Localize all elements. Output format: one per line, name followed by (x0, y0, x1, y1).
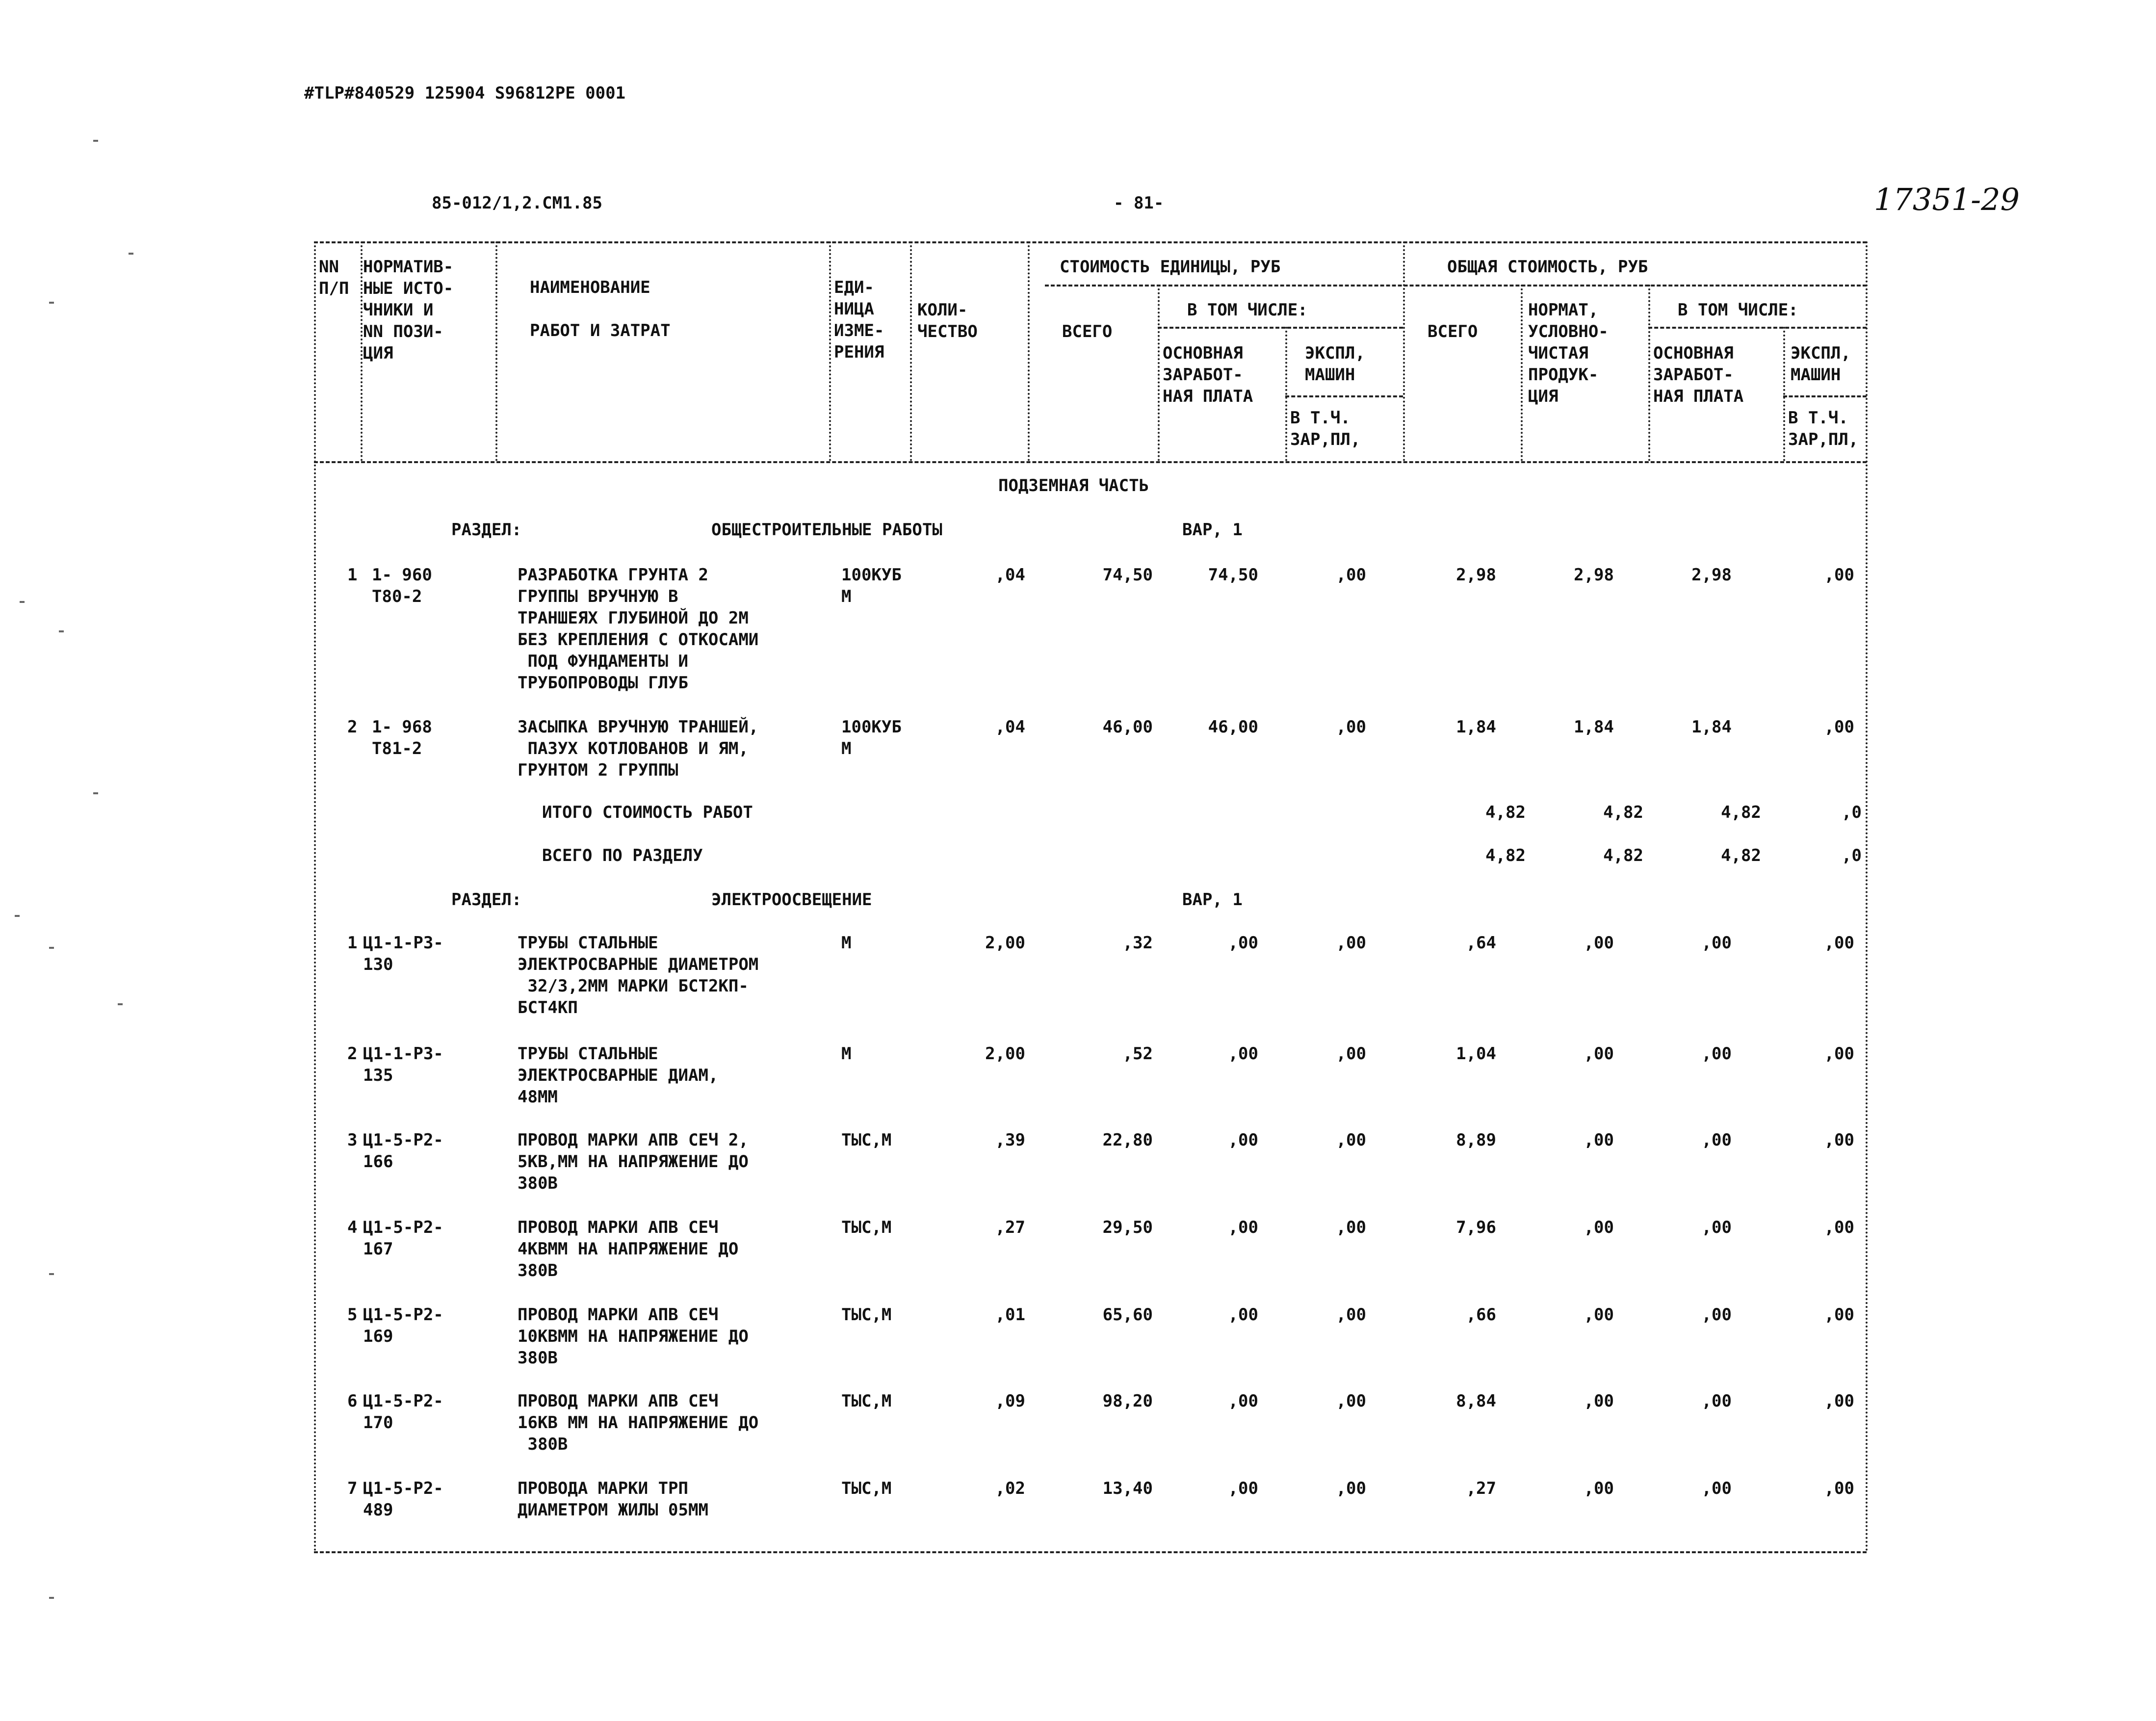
section-total-label: ВСЕГО ПО РАЗДЕЛУ (542, 846, 703, 865)
section-variant: ВАР, 1 (1182, 520, 1243, 540)
row-code: Ц1-5-Р2- 170 (363, 1391, 443, 1433)
row-total: 2,98 (1456, 565, 1496, 585)
header-total: ВСЕГО (1428, 322, 1478, 341)
row-number: 2 (347, 1044, 358, 1064)
row-code: 1- 968 T81-2 (372, 717, 432, 758)
subtotal-norm: 4,82 (1603, 803, 1643, 822)
scan-speck (15, 915, 20, 917)
row-wage: ,00 (1701, 1391, 1732, 1411)
header-norm-source: НОРМАТИВ- НЫЕ ИСТО- ЧНИКИ И NN ПОЗИ- ЦИЯ (363, 257, 454, 363)
group-rule (1045, 285, 1867, 287)
table-bottom-rule (314, 1551, 1867, 1553)
row-unit-total: 65,60 (1102, 1305, 1153, 1325)
header-unit-incl: В ТОМ ЧИСЛЕ: (1187, 300, 1308, 320)
header-total-incl: В ТОМ ЧИСЛЕ: (1678, 300, 1798, 320)
header-total-mach-wage: В Т.Ч. ЗАР,ПЛ, (1788, 408, 1859, 449)
scan-speck (49, 1597, 54, 1599)
header-norm-product: НОРМАТ, УСЛОВНО- ЧИСТАЯ ПРОДУК- ЦИЯ (1528, 300, 1609, 406)
row-mach: ,00 (1824, 1305, 1854, 1325)
row-unit-wage: ,00 (1228, 1044, 1258, 1064)
row-wage: ,00 (1701, 1130, 1732, 1150)
row-total: ,64 (1466, 933, 1496, 953)
row-name: РАЗРАБОТКА ГРУНТА 2 ГРУППЫ ВРУЧНУЮ В ТРАНШЕЯХ ГЛУБИНОЙ ДО 2М БЕЗ КРЕПЛЕНИЯ С ОТКОСАМИ ПОД ФУНДАМЕНТЫ И ТРУБОПРОВОДЫ ГЛУБ (518, 565, 759, 693)
header-total-cost: ОБЩАЯ СТОИМОСТЬ, РУБ (1447, 257, 1648, 277)
page-number: - 81- (1114, 193, 1164, 213)
header-name: НАИМЕНОВАНИЕ РАБОТ И ЗАТРАТ (530, 278, 671, 340)
row-mach: ,00 (1824, 1479, 1854, 1498)
row-number: 5 (347, 1305, 358, 1325)
section-variant: ВАР, 1 (1182, 890, 1243, 910)
subtotal-wage: 4,82 (1721, 803, 1761, 822)
col-divider (829, 241, 831, 461)
estimate-reference: 85-012/1,2.CM1.85 (432, 193, 602, 213)
header-unit-total: ВСЕГО (1062, 322, 1113, 341)
row-number: 3 (347, 1130, 358, 1150)
row-name: ТРУБЫ СТАЛЬНЫЕ ЭЛЕКТРОСВАРНЫЕ ДИАМ, 48ММ (518, 1044, 719, 1107)
scan-speck (93, 140, 98, 142)
row-unit-wage: ,00 (1228, 1218, 1258, 1237)
row-norm: ,00 (1584, 1305, 1614, 1325)
row-unit-total: 13,40 (1102, 1479, 1153, 1498)
row-unit-total: 46,00 (1102, 717, 1153, 737)
row-norm: 2,98 (1574, 565, 1614, 585)
row-code: Ц1-1-Р3- 135 (363, 1044, 443, 1085)
row-unit-mach: ,00 (1336, 1044, 1366, 1064)
row-total: 1,04 (1456, 1044, 1496, 1064)
row-unit-mach: ,00 (1336, 1218, 1366, 1237)
row-unit: ТЫС,М (841, 1218, 892, 1237)
row-number: 6 (347, 1391, 358, 1411)
row-code: Ц1-5-Р2- 169 (363, 1305, 443, 1346)
row-wage: ,00 (1701, 933, 1732, 953)
row-qty: ,04 (995, 717, 1025, 737)
row-number: 2 (347, 717, 358, 737)
row-norm: ,00 (1584, 1479, 1614, 1498)
col-divider (1403, 241, 1405, 461)
section-total-wage: 4,82 (1721, 846, 1761, 865)
row-unit: ТЫС,М (841, 1479, 892, 1498)
right-border (1866, 241, 1868, 1552)
scan-speck (93, 792, 98, 794)
header-unit-cost: СТОИМОСТЬ ЕДИНИЦЫ, РУБ (1060, 257, 1281, 277)
row-unit: М (841, 1044, 852, 1064)
row-unit-total: 29,50 (1102, 1218, 1153, 1237)
row-unit: М (841, 933, 852, 953)
row-qty: 2,00 (985, 933, 1025, 953)
scan-speck (129, 253, 133, 255)
row-mach: ,00 (1824, 1044, 1854, 1064)
row-code: Ц1-5-Р2- 167 (363, 1218, 443, 1259)
row-wage: ,00 (1701, 1305, 1732, 1325)
row-unit-total: ,52 (1122, 1044, 1153, 1064)
row-total: 1,84 (1456, 717, 1496, 737)
row-qty: ,04 (995, 565, 1025, 585)
col-divider (361, 241, 363, 461)
row-norm: ,00 (1584, 933, 1614, 953)
scan-speck (118, 1003, 123, 1005)
section-label: РАЗДЕЛ: (451, 520, 522, 540)
header-unit-mach-wage: В Т.Ч. ЗАР,ПЛ, (1290, 408, 1361, 449)
row-mach: ,00 (1824, 1130, 1854, 1150)
row-unit-wage: ,00 (1228, 933, 1258, 953)
col-divider (1158, 285, 1160, 461)
document-code: #TLP#840529 125904 S96812PE 0001 (304, 83, 626, 103)
row-unit-total: 74,50 (1102, 565, 1153, 585)
scan-speck (59, 630, 64, 632)
header-unit-wage: ОСНОВНАЯ ЗАРАБОТ- НАЯ ПЛАТА (1163, 343, 1253, 406)
row-unit-mach: ,00 (1336, 565, 1366, 585)
row-unit: 100КУБ М (841, 565, 902, 606)
row-name: ПРОВОД МАРКИ АПВ СЕЧ 16КВ ММ НА НАПРЯЖЕНИЕ ДО 380В (518, 1391, 759, 1454)
row-qty: ,01 (995, 1305, 1025, 1325)
section-total-norm: 4,82 (1603, 846, 1643, 865)
subtotal-label: ИТОГО СТОИМОСТЬ РАБОТ (542, 803, 753, 822)
row-total: 8,89 (1456, 1130, 1496, 1150)
row-mach: ,00 (1824, 933, 1854, 953)
row-unit-wage: 46,00 (1208, 717, 1258, 737)
row-wage: 2,98 (1691, 565, 1732, 585)
row-code: Ц1-1-Р3- 130 (363, 933, 443, 974)
row-code: 1- 960 T80-2 (372, 565, 432, 606)
row-wage: ,00 (1701, 1044, 1732, 1064)
section-total-mach: ,0 (1842, 846, 1862, 865)
section-title: ЭЛЕКТРООСВЕЩЕНИЕ (711, 890, 872, 910)
row-unit-mach: ,00 (1336, 1479, 1366, 1498)
row-unit-wage: 74,50 (1208, 565, 1258, 585)
row-unit-wage: ,00 (1228, 1391, 1258, 1411)
row-norm: ,00 (1584, 1044, 1614, 1064)
row-unit-total: ,32 (1122, 933, 1153, 953)
row-unit-wage: ,00 (1228, 1305, 1258, 1325)
row-total: 8,84 (1456, 1391, 1496, 1411)
row-unit-mach: ,00 (1336, 1391, 1366, 1411)
col-divider (1783, 327, 1785, 461)
row-qty: ,02 (995, 1479, 1025, 1498)
total-incl-rule (1648, 327, 1867, 329)
header-bottom-rule (314, 461, 1867, 463)
col-divider (1285, 327, 1287, 461)
row-name: ТРУБЫ СТАЛЬНЫЕ ЭЛЕКТРОСВАРНЫЕ ДИАМЕТРОМ 32/3,2ММ МАРКИ БСТ2КП- БСТ4КП (518, 933, 759, 1017)
col-divider (910, 241, 912, 461)
row-code: Ц1-5-Р2- 166 (363, 1130, 443, 1172)
col-divider (1521, 285, 1523, 461)
col-divider (495, 241, 497, 461)
left-border (314, 241, 316, 1552)
unit-mach-rule (1285, 395, 1403, 397)
scan-speck (49, 302, 54, 304)
row-name: ПРОВОД МАРКИ АПВ СЕЧ 10КВММ НА НАПРЯЖЕНИЕ ДО 380В (518, 1305, 749, 1368)
row-norm: ,00 (1584, 1218, 1614, 1237)
section-total-total: 4,82 (1485, 846, 1526, 865)
subtotal-total: 4,82 (1485, 803, 1526, 822)
scan-speck (49, 1273, 54, 1275)
row-qty: ,09 (995, 1391, 1025, 1411)
row-unit-wage: ,00 (1228, 1130, 1258, 1150)
table-top-rule (314, 241, 1867, 243)
header-total-mach: ЭКСПЛ, МАШИН (1791, 343, 1851, 385)
col-divider (1648, 285, 1650, 461)
row-unit-mach: ,00 (1336, 1130, 1366, 1150)
header-unit: ЕДИ- НИЦА ИЗМЕ- РЕНИЯ (834, 278, 884, 362)
section-title: ОБЩЕСТРОИТЕЛЬНЫЕ РАБОТЫ (711, 520, 942, 540)
row-qty: ,27 (995, 1218, 1025, 1237)
row-mach: ,00 (1824, 1391, 1854, 1411)
row-name: ЗАСЫПКА ВРУЧНУЮ ТРАНШЕЙ, ПАЗУХ КОТЛОВАНОВ И ЯМ, ГРУНТОМ 2 ГРУППЫ (518, 717, 759, 780)
row-unit-wage: ,00 (1228, 1479, 1258, 1498)
row-name: ПРОВОД МАРКИ АПВ СЕЧ 2, 5КВ,ММ НА НАПРЯЖЕНИЕ ДО 380В (518, 1130, 749, 1193)
row-unit-total: 22,80 (1102, 1130, 1153, 1150)
row-number: 1 (347, 565, 358, 585)
row-unit-mach: ,00 (1336, 717, 1366, 737)
scan-speck (20, 601, 25, 603)
subtotal-mach: ,0 (1842, 803, 1862, 822)
row-wage: ,00 (1701, 1218, 1732, 1237)
row-qty: ,39 (995, 1130, 1025, 1150)
row-name: ПРОВОД МАРКИ АПВ СЕЧ 4КВММ НА НАПРЯЖЕНИЕ ДО 380В (518, 1218, 739, 1280)
header-unit-mach: ЭКСПЛ, МАШИН (1305, 343, 1365, 385)
handwritten-number: 17351-29 (1874, 182, 2020, 217)
row-number: 7 (347, 1479, 358, 1498)
scan-speck (49, 947, 54, 949)
total-mach-rule (1783, 395, 1867, 397)
row-unit: 100КУБ М (841, 717, 902, 758)
section-label: РАЗДЕЛ: (451, 890, 522, 910)
row-number: 1 (347, 933, 358, 953)
row-norm: ,00 (1584, 1130, 1614, 1150)
row-unit: ТЫС,М (841, 1391, 892, 1411)
row-total: ,66 (1466, 1305, 1496, 1325)
header-qty: КОЛИ- ЧЕСТВО (917, 300, 978, 341)
row-total: 7,96 (1456, 1218, 1496, 1237)
row-unit: ТЫС,М (841, 1305, 892, 1325)
row-wage: 1,84 (1691, 717, 1732, 737)
header-total-wage: ОСНОВНАЯ ЗАРАБОТ- НАЯ ПЛАТА (1653, 343, 1744, 406)
row-total: ,27 (1466, 1479, 1496, 1498)
row-unit-mach: ,00 (1336, 933, 1366, 953)
row-norm: 1,84 (1574, 717, 1614, 737)
row-code: Ц1-5-Р2- 489 (363, 1479, 443, 1520)
row-unit-mach: ,00 (1336, 1305, 1366, 1325)
row-mach: ,00 (1824, 1218, 1854, 1237)
row-unit: ТЫС,М (841, 1130, 892, 1150)
row-name: ПРОВОДА МАРКИ ТРП ДИАМЕТРОМ ЖИЛЫ 05ММ (518, 1479, 708, 1520)
unit-incl-rule (1158, 327, 1403, 329)
row-wage: ,00 (1701, 1479, 1732, 1498)
col-divider (1028, 241, 1030, 461)
row-norm: ,00 (1584, 1391, 1614, 1411)
row-qty: 2,00 (985, 1044, 1025, 1064)
row-mach: ,00 (1824, 565, 1854, 585)
row-mach: ,00 (1824, 717, 1854, 737)
header-nn: NN П/П (319, 257, 349, 298)
row-unit-total: 98,20 (1102, 1391, 1153, 1411)
part-title: ПОДЗЕМНАЯ ЧАСТЬ (998, 476, 1149, 495)
row-number: 4 (347, 1218, 358, 1237)
